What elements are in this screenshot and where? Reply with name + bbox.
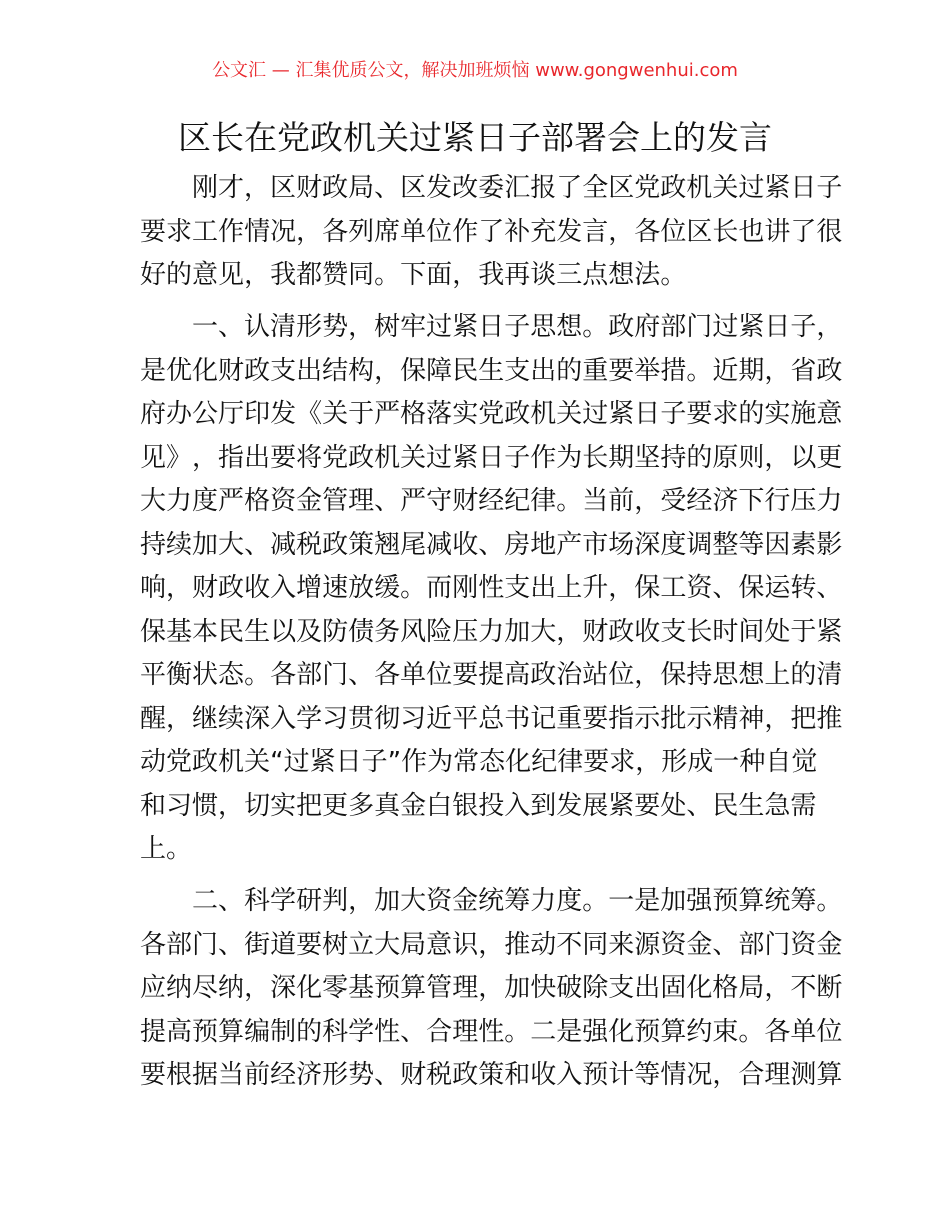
text-line: 保 基 本 民 生 以 及 防 债 务 风 险 压 力 加 大 ， 财 政 收 支 长 时 间 处 于 紧 bbox=[140, 616, 843, 647]
text-line: 好 的 意 见 ， 我 都 赞 同 。 下 面 ， 我 再 谈 三 点 想 法 。 bbox=[140, 260, 687, 290]
text-line: 要 求 工 作 情 况 ， 各 列 席 单 位 作 了 补 充 发 言 ， 各 位 区 长 也 讲 了 很 bbox=[140, 216, 843, 247]
text-line: 和 习 惯 ， 切 实 把 更 多 真 金 白 银 投 入 到 发 展 紧 要 处 、 民 生 急 需 bbox=[140, 790, 817, 821]
text-line: 上 。 bbox=[140, 834, 193, 865]
text-line: 大 力 度 严 格 资 金 管 理 、 严 守 财 经 纪 律 。 当 前 ， 受 经 济 下 行 压 力 bbox=[140, 486, 843, 517]
text-line: 平 衡 状 态 。 各 部 门 、 各 单 位 要 提 高 政 治 站 位 ， 保 持 思 想 上 的 清 bbox=[140, 660, 843, 691]
text-line: 持 续 加 大 、 减 税 政 策 翘 尾 减 收 、 房 地 产 市 场 深 度 调 整 等 因 素 影 bbox=[140, 529, 843, 560]
document-title: 区长在党政机关过紧日子部署会上的发言 bbox=[178, 118, 772, 157]
text-line: 动 党 政 机 关 “ 过 紧 日 子 ” 作 为 常 态 化 纪 律 要 求 ， 形 成 一 种 自 觉 bbox=[140, 747, 818, 778]
paragraph bbox=[140, 167, 843, 298]
text-line: 二 、 科 学 研 判 ， 加 大 资 金 统 筹 力 度 。 一 是 加 强 预 算 统 筹 。 bbox=[192, 886, 843, 917]
text-line: 各 部 门 、 街 道 要 树 立 大 局 意 识 ， 推 动 不 同 来 源 资 金 、 部 门 资 金 bbox=[140, 929, 843, 960]
text-line: 见 》 ， 指 出 要 将 党 政 机 关 过 紧 日 子 作 为 长 期 坚 持 的 原 则 ， 以 更 bbox=[140, 442, 843, 473]
paragraph bbox=[140, 880, 843, 1098]
text-line: 一 、 认 清 形 势 ， 树 牢 过 紧 日 子 思 想 。 政 府 部 门 过 紧 日 子 ， bbox=[192, 312, 843, 343]
text-line: 要 根 据 当 前 经 济 形 势 、 财 税 政 策 和 收 入 预 计 等 情 况 ， 合 理 测 算 bbox=[140, 1060, 843, 1091]
paragraph bbox=[140, 306, 843, 872]
text-line: 府 办 公 厅 印 发 《 关 于 严 格 落 实 党 政 机 关 过 紧 日 子 要 求 的 实 施 意 bbox=[140, 399, 843, 430]
text-line: 醒 ， 继 续 深 入 学 习 贯 彻 习 近 平 总 书 记 重 要 指 示 批 示 精 神 ， 把 推 bbox=[140, 703, 843, 734]
text-line: 刚 才 ， 区 财 政 局 、 区 发 改 委 汇 报 了 全 区 党 政 机 关 过 紧 日 子 bbox=[192, 173, 843, 203]
text-line: 响 ， 财 政 收 入 增 速 放 缓 。 而 刚 性 支 出 上 升 ， 保 工 资 、 保 运 转 、 bbox=[140, 573, 843, 604]
text-line: 应 纳 尽 纳 ， 深 化 零 基 预 算 管 理 ， 加 快 破 除 支 出 固 化 格 局 ， 不 断 bbox=[140, 973, 843, 1004]
watermark-banner: 公文汇 — 汇集优质公文，解决加班烦恼 www.gongwenhui.com bbox=[212, 60, 738, 81]
text-line: 是 优 化 财 政 支 出 结 构 ， 保 障 民 生 支 出 的 重 要 举 措 。 近 期 ， 省 政 bbox=[140, 355, 843, 386]
document-body bbox=[140, 167, 843, 1106]
text-line: 提 高 预 算 编 制 的 科 学 性 、 合 理 性 。 二 是 强 化 预 算 约 束 。 各 单 位 bbox=[140, 1016, 843, 1047]
